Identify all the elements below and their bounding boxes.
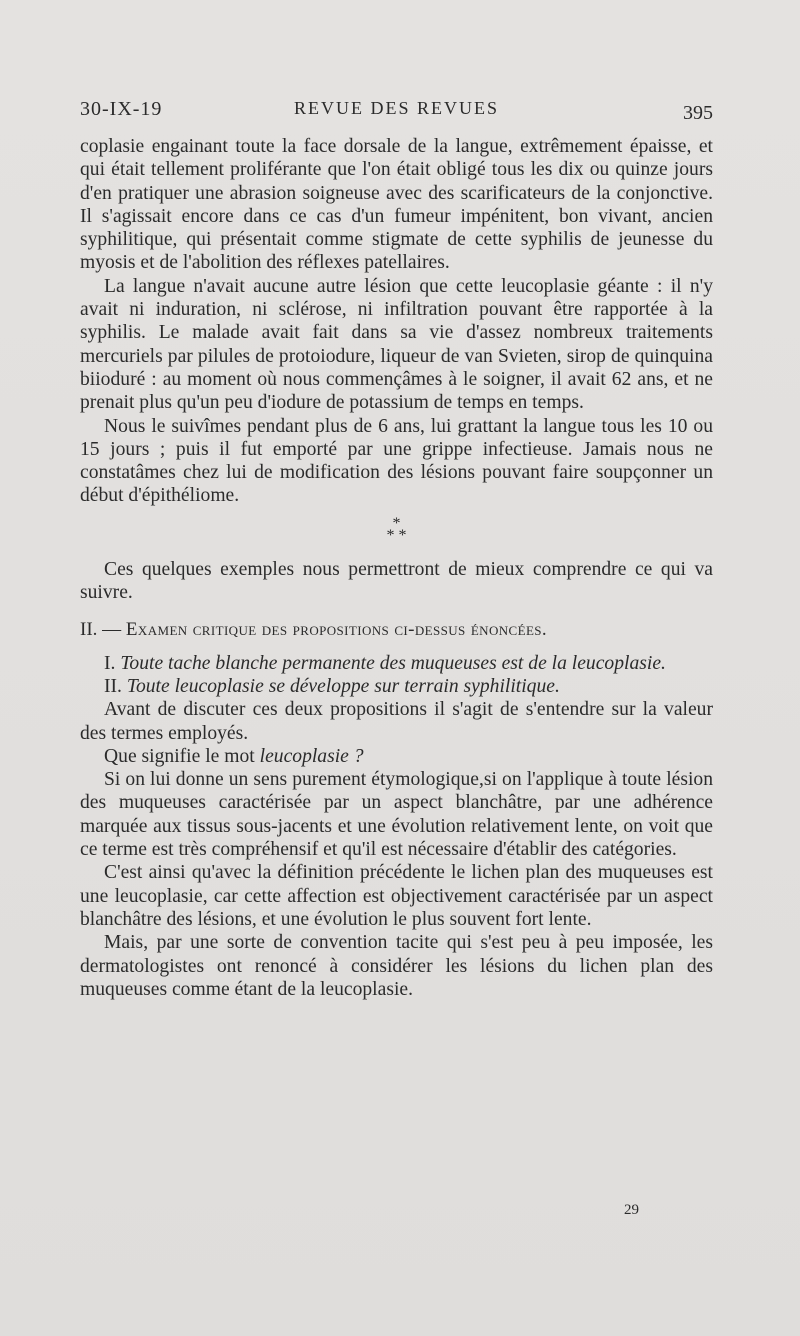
paragraph-langue: La langue n'avait aucune autre lésion que cette leucoplasie géante : il n'y avait ni induration, ni sclérose, ni infiltration pouvant être rapportée à la syphilis. Le malade avait fait dans sa vie d'assez nombreux traitements mercuriels par pilules de protoiodure, liqueur de van Svieten, sirop de quinquina biioduré : au moment où nous commençâmes à le soigner, il avait 62 ans, et ne prenait plus qu'un peu d'iodure de potassium de temps en temps. [80, 275, 713, 414]
header-title: REVUE DES REVUES [293, 98, 499, 118]
question-prefix: Que signifie le mot [104, 745, 260, 767]
page-number: 395 [683, 102, 713, 124]
spacer [80, 642, 713, 652]
paragraph-question [80, 745, 713, 768]
paragraph-continuation: coplasie engainant toute la face dorsale de la langue, extrêmement épaisse, et qui était tellement proliférante que l'on était obligé tous les dix ou quinze jours d'en pratiquer une abrasion soigneuse avec des scarificateurs de la conjonctive. Il s'agissait encore dans ce cas d'un fumeur impénitent, bon vivant, ancien syphilitique, qui présentait comme stigmate de cette syphilis de jeunesse du myosis et de l'abolition des réflexes patellaires. [80, 136, 713, 274]
paragraph-convention: Mais, par une sorte de convention tacite qui s'est peu à peu imposée, les dermatologistes ont renoncé à considérer les lésions du lichen plan des muqueuses comme étant de la leucoplasie. [80, 932, 713, 1000]
page-footer [0, 1202, 800, 1226]
signature-mark: 29 [624, 1202, 639, 1218]
section-heading [80, 618, 713, 641]
question-term: leucoplasie [259, 745, 349, 767]
section-number: II. — [80, 619, 126, 641]
proposition-1-text: Toute tache blanche permanente des muqueuses est de la leucoplasie. [120, 652, 666, 674]
proposition-2-number: II. [104, 675, 127, 697]
paragraph-avant: Avant de discuter ces deux propositions il s'agit de s'entendre sur la valeur des termes employés. [80, 699, 713, 744]
page-body [80, 135, 713, 1001]
proposition-2-text: Toute leucoplasie se développe sur terrain syphilitique. [126, 675, 560, 697]
paragraph-exemples: Ces quelques exemples nous permettront de mieux comprendre ce qui va suivre. [80, 558, 713, 604]
asterism-separator [80, 508, 713, 558]
paragraph-etymologique: Si on lui donne un sens purement étymologique,si on l'applique à toute lésion des muqueuses caractérisée par un aspect blanchâtre, par une adhérence marquée aux tissus sous-jacents et une évolution relativement lente, on voit que ce terme est très compréhensif et qu'il est nécessaire d'établir des catégories. [80, 769, 713, 861]
proposition-1-number: I. [104, 652, 121, 674]
asterism-bottom: * * [386, 526, 407, 544]
asterism-top: * [392, 514, 401, 532]
running-header [80, 98, 713, 132]
section-title: Examen critique des propositions ci-dessus énoncées. [125, 619, 548, 641]
question-suffix: ? [348, 745, 364, 767]
spacer [80, 604, 713, 618]
proposition-1 [80, 652, 713, 675]
proposition-2 [80, 675, 713, 698]
header-date: 30-IX-19 [80, 98, 163, 120]
paragraph-suivimes: Nous le suivîmes pendant plus de 6 ans, lui grattant la langue tous les 10 ou 15 jours ; puis il fut emporté par une grippe infectieuse. Jamais nous ne constatâmes chez lui de modification des lésions pouvant faire soupçonner un début d'épithéliome. [80, 415, 713, 507]
paragraph-lichen: C'est ainsi qu'avec la définition précédente le lichen plan des muqueuses est une leucoplasie, car cette affection est objectivement caractérisée par un aspect blanchâtre des lésions, et une évolution le plus souvent fort lente. [80, 862, 713, 930]
